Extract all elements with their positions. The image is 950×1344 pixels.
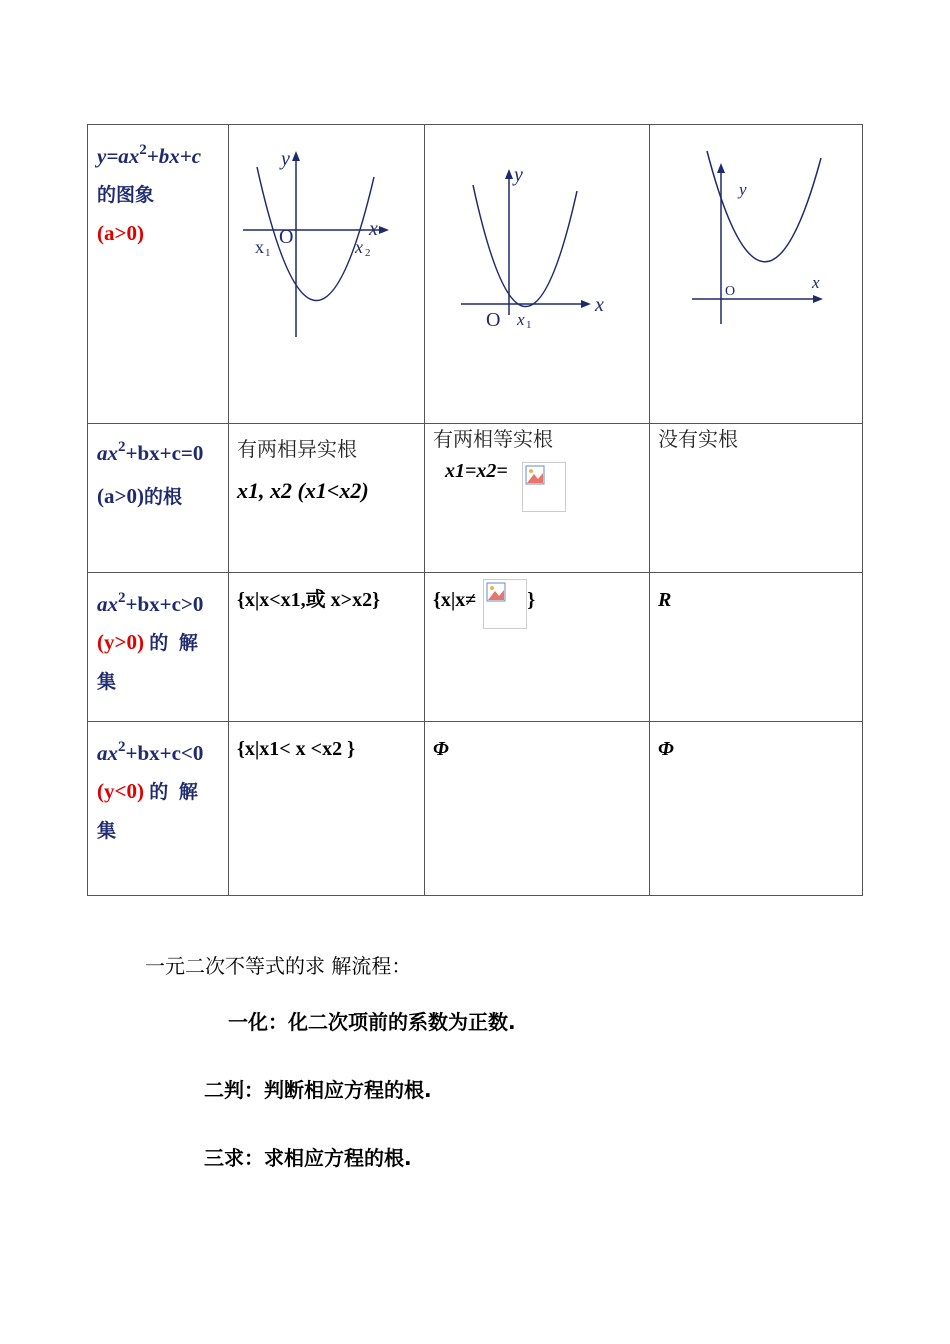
row0-sup: 2 [139,142,147,158]
row2-cond: (y>0) [97,630,144,654]
row2-zh: 的 解 集 [97,632,200,693]
graph3-cell [650,125,863,424]
origin-label: O [486,309,501,331]
row2-c3 [650,573,863,722]
flow-step-2: 二判：判断相应方程的根. [204,1078,432,1102]
formula-image-icon [522,462,566,512]
row1-c3 [650,424,863,573]
y-arrow-icon [505,169,513,179]
row2-eq2: +bx+c>0 [125,592,204,616]
x-arrow-icon [379,226,389,234]
row3-c1 [229,722,425,896]
y-arrow-icon [292,151,300,161]
row2-label-cell [88,573,229,722]
origin-label: O [279,226,294,248]
graph2-cell [425,125,650,424]
flow-step-1: 一化：化二次项前的系数为正数. [228,1010,516,1034]
x-label: x [369,218,378,240]
y-label: y [514,164,523,186]
row0-zh: 的图象 [97,184,155,206]
x1-sub: 1 [526,319,532,331]
no-real-roots-title: 没有实根 [658,427,738,451]
formula-image-icon [483,579,527,629]
y-label: y [739,180,747,199]
graph1-cell [229,125,425,424]
parabola [257,167,374,301]
graph-two-roots [229,125,424,424]
row3-cond: (y<0) [97,779,144,803]
parabola [707,151,821,262]
row1-c1 [229,424,425,573]
row0-eq2: +bx+c [146,144,202,168]
row1-cond: (a>0) [97,484,144,508]
row1-zh: 的根 [143,486,182,508]
row3-sup: 2 [118,739,126,755]
x-arrow-icon [581,300,591,308]
row1-sup: 2 [118,439,126,455]
row0-cond: (a>0) [97,221,144,245]
lt-solution-no-root: Φ [658,738,674,760]
x1-label: x [517,310,525,329]
row2-sup: 2 [118,590,126,606]
row3-label-cell [88,722,229,896]
row1-label-cell [88,424,229,573]
y-arrow-icon [717,163,725,173]
flow-step-3: 三求：求相应方程的根. [204,1146,412,1170]
x-label: x [812,273,820,292]
lt-solution-two-roots: {x|x1< x <x2 } [237,738,355,760]
row1-eq: ax [97,441,118,465]
two-equal-roots-title: 有两相等实根 [433,427,553,451]
gt-solution-two-roots: {x|x<x1,或 x>x2} [237,589,380,611]
x-label: x [595,294,604,316]
lt-solution-double-root: Φ [433,738,449,760]
row3-eq2: +bx+c<0 [125,741,204,765]
row3-zh: 的 解 集 [97,781,200,842]
parabola [473,185,577,307]
row0-eq: y=ax [97,144,140,168]
row2-c1 [229,573,425,722]
two-distinct-roots-title: 有两相异实根 [237,437,357,461]
gt-solution-double-root: {x|x≠ [433,589,477,611]
x2-sub: 2 [365,247,371,259]
y-label: y [281,148,290,170]
row3-eq: ax [97,741,118,765]
row1-c2 [425,424,650,573]
x2-label: x [355,237,363,257]
row2-eq: ax [97,592,118,616]
origin-label: O [725,284,736,299]
x-arrow-icon [813,295,823,303]
two-distinct-roots-value: x1, x2 (x1<x2) [237,478,369,503]
row3-c2 [425,722,650,896]
x1-label: x [255,237,264,257]
gt-solution-no-root: R [658,589,672,611]
flow-title: 一元二次不等式的求 解流程： [145,954,412,978]
gt-solution-close: } [527,589,536,611]
row2-c2 [425,573,650,722]
quadratic-table [87,124,863,896]
row0-label-cell [88,125,229,424]
row3-c3 [650,722,863,896]
graph-no-root [650,125,862,424]
two-equal-roots-value: x1=x2= [445,460,508,482]
x1-sub: 1 [265,247,271,259]
graph-double-root [425,125,649,424]
row1-eq2: +bx+c=0 [125,441,204,465]
